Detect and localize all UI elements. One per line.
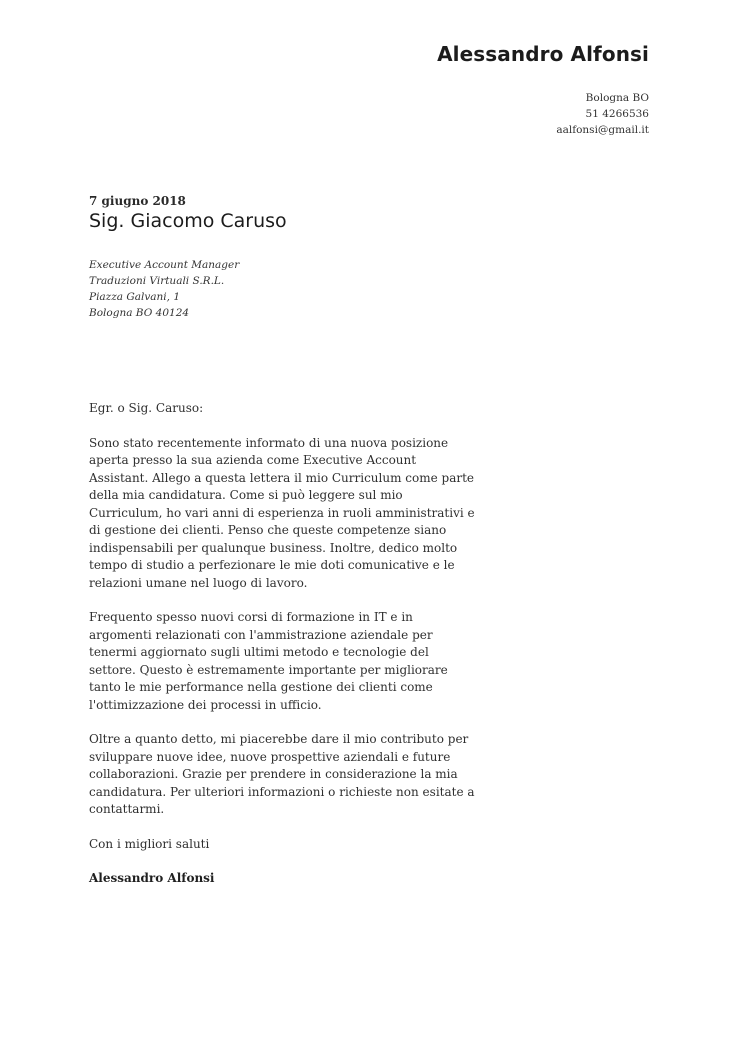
letter-body: [89, 400, 479, 905]
letter-paragraph-2: Frequento spesso nuovi corsi di formazione in IT e in argomenti relazionati con l'ammistrazione aziendale per tenermi aggiornato sugli ultimi metodo e tecnologie del settore. Questo è estremamente importante per migliorare tanto le mie performance nella gestione dei clienti come l'ottimizzazione dei processi in ufficio.: [89, 610, 448, 712]
sender-phone: 51 4266536: [585, 108, 649, 120]
recipient-name: Sig. Giacomo Caruso: [89, 210, 287, 232]
letter-salutation: Egr. o Sig. Caruso:: [89, 401, 204, 415]
letter-closing: Con i migliori saluti: [89, 836, 210, 851]
sender-email: aalfonsi@gmail.it: [556, 124, 649, 136]
recipient-city: Bologna BO 40124: [89, 307, 190, 319]
letter-signature: Alessandro Alfonsi: [89, 871, 215, 885]
letter-paragraph-1: Sono stato recentemente informato di una nuova posizione aperta presso la sua azienda come Executive Account Assistant. Allego a questa lettera il mio Curriculum come parte della mia candidatura. Come si può leggere sul mio Curriculum, ho vari anni di esperienza in ruoli amministrativi e di gestione dei clienti. Penso che queste competenze siano indispensabili per qualunque business. Inoltre, dedico molto tempo di studio a perfezionare le mie doti comunicative e le relazioni umane nel luogo di lavoro.: [89, 435, 475, 590]
recipient-address-block: [89, 257, 239, 321]
recipient-street: Piazza Galvani, 1: [89, 291, 181, 303]
recipient-company: Traduzioni Virtuali S.R.L.: [89, 275, 225, 287]
letter-paragraph-3: Oltre a quanto detto, mi piacerebbe dare il mio contributo per sviluppare nuove idee, nuove prospettive aziendali e future collaborazioni. Grazie per prendere in considerazione la mia candidatura. Per ulteriori informazioni o richieste non esitate a contattarmi.: [89, 732, 475, 816]
letter-date: 7 giugno 2018: [89, 194, 186, 208]
sender-contact-block: [556, 90, 649, 138]
sender-name: Alessandro Alfonsi: [437, 42, 649, 66]
recipient-title: Executive Account Manager: [89, 259, 240, 271]
sender-city: Bologna BO: [585, 92, 649, 104]
